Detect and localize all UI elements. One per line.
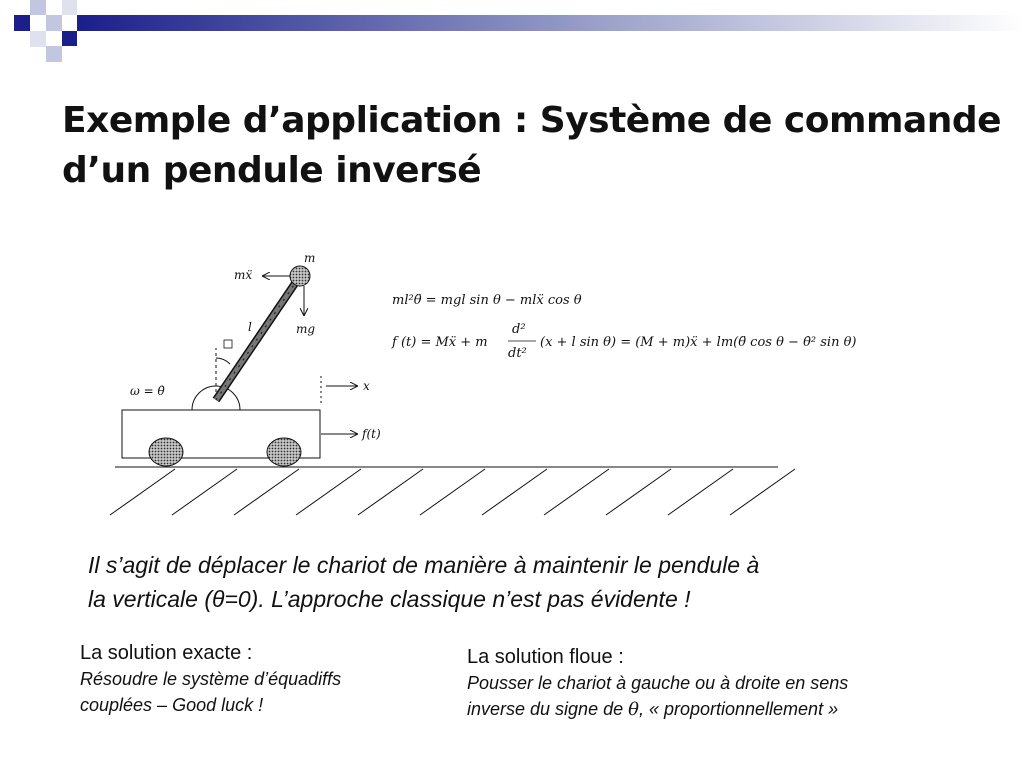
equation-2-rhs: (x + l sin θ) = (M + m)ẍ + lm(θ̈ cos θ − θ̇² sin θ) xyxy=(540,335,857,350)
angle-label-mark xyxy=(224,340,232,348)
equation-2-lhs: f (t) = Mẍ + m xyxy=(392,335,488,350)
length-label: l xyxy=(248,320,252,334)
inverted-pendulum-diagram xyxy=(100,240,920,530)
exact-solution xyxy=(80,640,440,718)
pendulum-mass xyxy=(290,266,310,286)
equation-2-frac-num: d² xyxy=(512,322,526,337)
position-label: x xyxy=(363,379,370,393)
header-square-light-1 xyxy=(30,0,46,15)
intro-text xyxy=(88,548,968,616)
force-label: f(t) xyxy=(362,427,381,441)
angle-arc xyxy=(216,358,230,364)
gravity-label: mg xyxy=(296,322,316,336)
fuzzy-solution-line2 xyxy=(467,696,987,723)
fuzzy-solution-heading: La solution floue : xyxy=(467,646,624,668)
header-decoration xyxy=(0,0,1024,62)
header-square-light-5 xyxy=(46,46,62,62)
header-gradient-bar xyxy=(77,15,1024,31)
header-square-dark-2 xyxy=(62,31,77,46)
theta-symbol: θ xyxy=(628,699,639,720)
intro-line1: Il s’agit de déplacer le chariot de manière à maintenir le pendule à xyxy=(88,552,760,578)
fuzzy-line2-prefix: inverse du signe de xyxy=(467,699,629,719)
header-square-light-3 xyxy=(62,0,77,15)
mass-label: m xyxy=(304,251,316,265)
equation-2-frac-den: dt² xyxy=(508,346,527,361)
cart-wheel-left xyxy=(149,438,183,466)
slide-title xyxy=(62,96,1002,196)
fuzzy-line2-suffix: , « proportionnellement » xyxy=(638,699,839,719)
slide-title-line1: Exemple d’application : Système de commande xyxy=(62,100,1002,141)
exact-solution-heading: La solution exacte : xyxy=(80,642,253,664)
header-square-light-2 xyxy=(46,15,62,31)
slide-title-line2: d’un pendule inversé xyxy=(62,150,482,191)
equation-1: ml²θ̈ = mgl sin θ − mlẍ cos θ xyxy=(392,293,582,308)
fuzzy-solution-line1: Pousser le chariot à gauche ou à droite en sens xyxy=(467,673,849,693)
cart-wheel-right xyxy=(267,438,301,466)
angular-velocity-label: ω = θ̇ xyxy=(130,384,165,398)
exact-solution-line2: couplées – Good luck ! xyxy=(80,695,264,715)
ground-hatching xyxy=(110,469,795,515)
header-square-light-4 xyxy=(30,31,46,47)
intro-line2: la verticale (θ=0). L’approche classique n’est pas évidente ! xyxy=(88,586,691,612)
exact-solution-line1: Résoudre le système d’équadiffs xyxy=(80,669,342,689)
inertial-force-label: mẍ xyxy=(234,268,253,282)
fuzzy-solution xyxy=(467,644,987,723)
header-square-dark-1 xyxy=(14,15,30,31)
